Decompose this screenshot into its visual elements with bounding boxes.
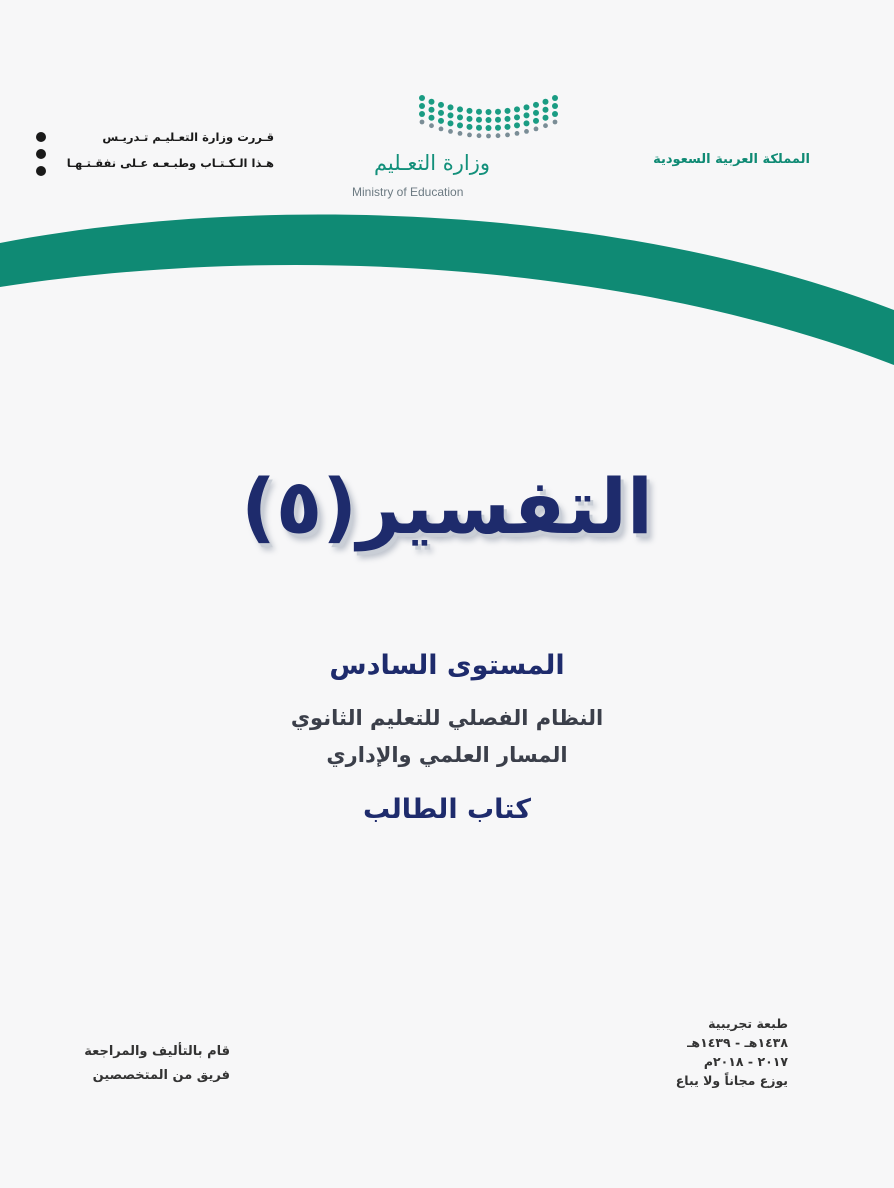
gregorian-years: ٢٠١٧ - ٢٠١٨م	[703, 1054, 788, 1069]
bullet-icon	[36, 132, 46, 142]
kingdom-label: المملكة العربية السعودية	[653, 152, 810, 167]
book-type-label: كتاب الطالب	[363, 794, 531, 825]
teal-swoosh-band	[0, 205, 894, 385]
education-system-label: النظام الفصلي للتعليم الثانوي	[290, 706, 604, 730]
authors-credit	[60, 1040, 230, 1088]
free-distribution-note: يوزع مجاناً ولا يباع	[675, 1073, 788, 1088]
ministry-logo-icon	[418, 94, 560, 140]
track-label: المسار العلمي والإداري	[326, 743, 568, 767]
book-title: التفسير(٥)	[241, 462, 653, 551]
bullet-icon	[36, 149, 46, 159]
authors-line-1: قام بالتأليف والمراجعة	[84, 1044, 230, 1059]
bullet-icon	[36, 166, 46, 176]
edition-type: طبعة تجريبية	[708, 1016, 788, 1031]
ministry-name-english: Ministry of Education	[352, 185, 464, 199]
edition-info	[640, 1014, 788, 1090]
authors-line-2: فريق من المتخصصين	[92, 1068, 230, 1083]
level-label: المستوى السادس	[329, 650, 565, 681]
ministry-name-arabic: وزارة التعـليم	[373, 151, 490, 175]
decree-line-2: هـذا الـكـتـاب وطبـعـه عـلى نفقـتـهـا	[66, 156, 274, 170]
decree-notice	[34, 130, 284, 178]
hijri-years: ١٤٣٨هـ - ١٤٣٩هـ	[687, 1035, 788, 1050]
decree-line-1: قـررت وزارة التعـليـم تـدريـس	[102, 130, 274, 144]
